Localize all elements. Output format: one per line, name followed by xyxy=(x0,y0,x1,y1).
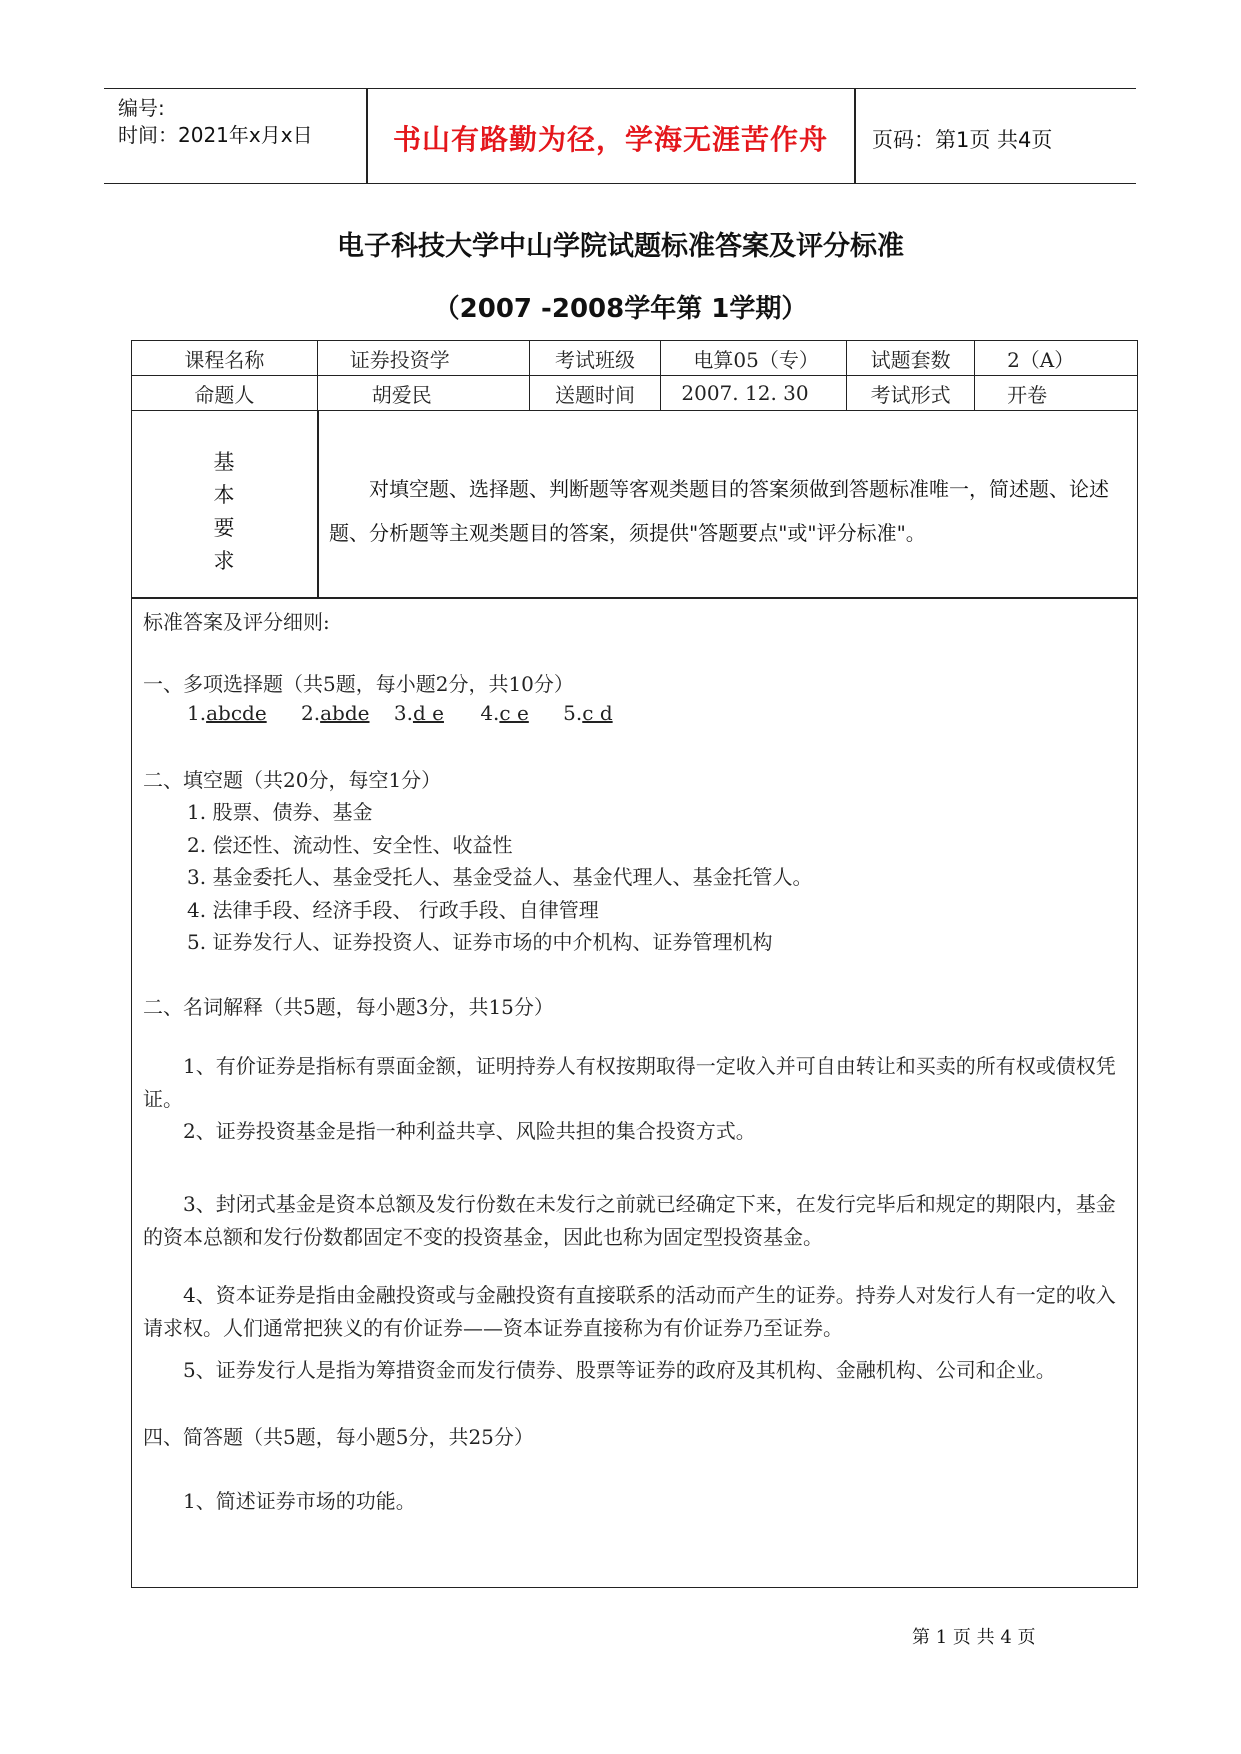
section-heading: 四、简答题（共5题，每小题5分，共25分） xyxy=(143,1425,534,1449)
mc-answers: 1.abcde 2.abde 3.d e 4.c e 5.c d xyxy=(187,701,613,725)
header-page-info: 页码：第1页 共4页 xyxy=(872,128,1053,152)
question-item: 1、简述证券市场的功能。 xyxy=(183,1489,416,1513)
definition-item: 5、证券发行人是指为筹措资金而发行债券、股票等证券的政府及其机构、金融机构、公司和企业。 xyxy=(183,1358,1056,1382)
list-item: 4. 法律手段、经济手段、 行政手段、自律管理 xyxy=(187,898,599,922)
document-subtitle: （2007 -2008学年第 1学期） xyxy=(433,294,808,324)
course-info-table xyxy=(131,340,1138,411)
page-footer: 第 1 页 共 4 页 xyxy=(912,1627,1036,1648)
mc-answer: abde xyxy=(320,701,370,725)
section-heading: 一、多项选择题（共5题，每小题2分，共10分） xyxy=(143,672,574,696)
header-divider xyxy=(854,89,856,183)
form-label: 考试形式 xyxy=(847,376,975,411)
section-heading: 二、填空题（共20分，每空1分） xyxy=(143,768,442,792)
mc-answer: c d xyxy=(582,701,613,725)
definition-item: 2、证券投资基金是指一种利益共享、风险共担的集合投资方式。 xyxy=(183,1119,756,1143)
author-value: 胡爱民 xyxy=(317,376,529,411)
definition-item: 3、封闭式基金是资本总额及发行份数在未发行之前就已经确定下来，在发行完毕后和规定的期限内，基金的资本总额和发行份数都固定不变的投资基金，因此也称为固定型投资基金。 xyxy=(143,1192,1116,1249)
list-item: 3. 基金委托人、基金受托人、基金受益人、基金代理人、基金托管人。 xyxy=(187,865,813,889)
list-item: 2. 偿还性、流动性、安全性、收益性 xyxy=(187,833,513,857)
list-item: 5. 证券发行人、证券投资人、证券市场的中介机构、证券管理机构 xyxy=(187,930,773,954)
form-value: 开卷 xyxy=(975,376,1138,411)
requirements-section xyxy=(131,410,1138,598)
sets-label: 试题套数 xyxy=(847,341,975,376)
section-heading: 二、名词解释（共5题，每小题3分，共15分） xyxy=(143,995,554,1019)
document-title: 电子科技大学中山学院试题标准答案及评分标准 xyxy=(337,231,904,262)
submit-value: 2007. 12. 30 xyxy=(661,376,847,411)
page-header xyxy=(104,88,1136,184)
header-meta xyxy=(118,95,313,149)
class-label: 考试班级 xyxy=(529,341,661,376)
requirements-text: 对填空题、选择题、判断题等客观类题目的答案须做到答题标准唯一，简述题、论述题、分析题等主观类题目的答案，须提供"答题要点"或"评分标准"。 xyxy=(329,477,1109,545)
table-row xyxy=(132,376,1138,411)
definition-item: 4、资本证券是指由金融投资或与金融投资有直接联系的活动而产生的证券。持券人对发行人有一定的收入请求权。人们通常把狭义的有价证券——资本证券直接称为有价证券乃至证券。 xyxy=(143,1283,1116,1340)
mc-answer: c e xyxy=(499,701,529,725)
submit-label: 送题时间 xyxy=(529,376,661,411)
motto: 书山有路勤为径，学海无涯苦作舟 xyxy=(392,123,828,156)
time-label: 时间：2021年x月x日 xyxy=(118,123,313,147)
course-label: 课程名称 xyxy=(132,341,318,376)
mc-answer: abcde xyxy=(206,701,267,725)
requirements-label: 基 本 要 求 xyxy=(213,450,235,573)
author-label: 命题人 xyxy=(132,376,318,411)
mc-answer: d e xyxy=(412,701,444,725)
list-item: 1. 股票、债券、基金 xyxy=(187,800,373,824)
answer-intro: 标准答案及评分细则: xyxy=(143,610,330,634)
class-value: 电算05（专） xyxy=(661,341,847,376)
number-label: 编号: xyxy=(118,96,165,120)
table-row xyxy=(132,341,1138,376)
course-value: 证券投资学 xyxy=(317,341,529,376)
definition-item: 1、有价证券是指标有票面金额，证明持券人有权按期取得一定收入并可自由转让和买卖的所有权或债权凭证。 xyxy=(143,1054,1116,1111)
sets-value: 2（A） xyxy=(975,341,1138,376)
